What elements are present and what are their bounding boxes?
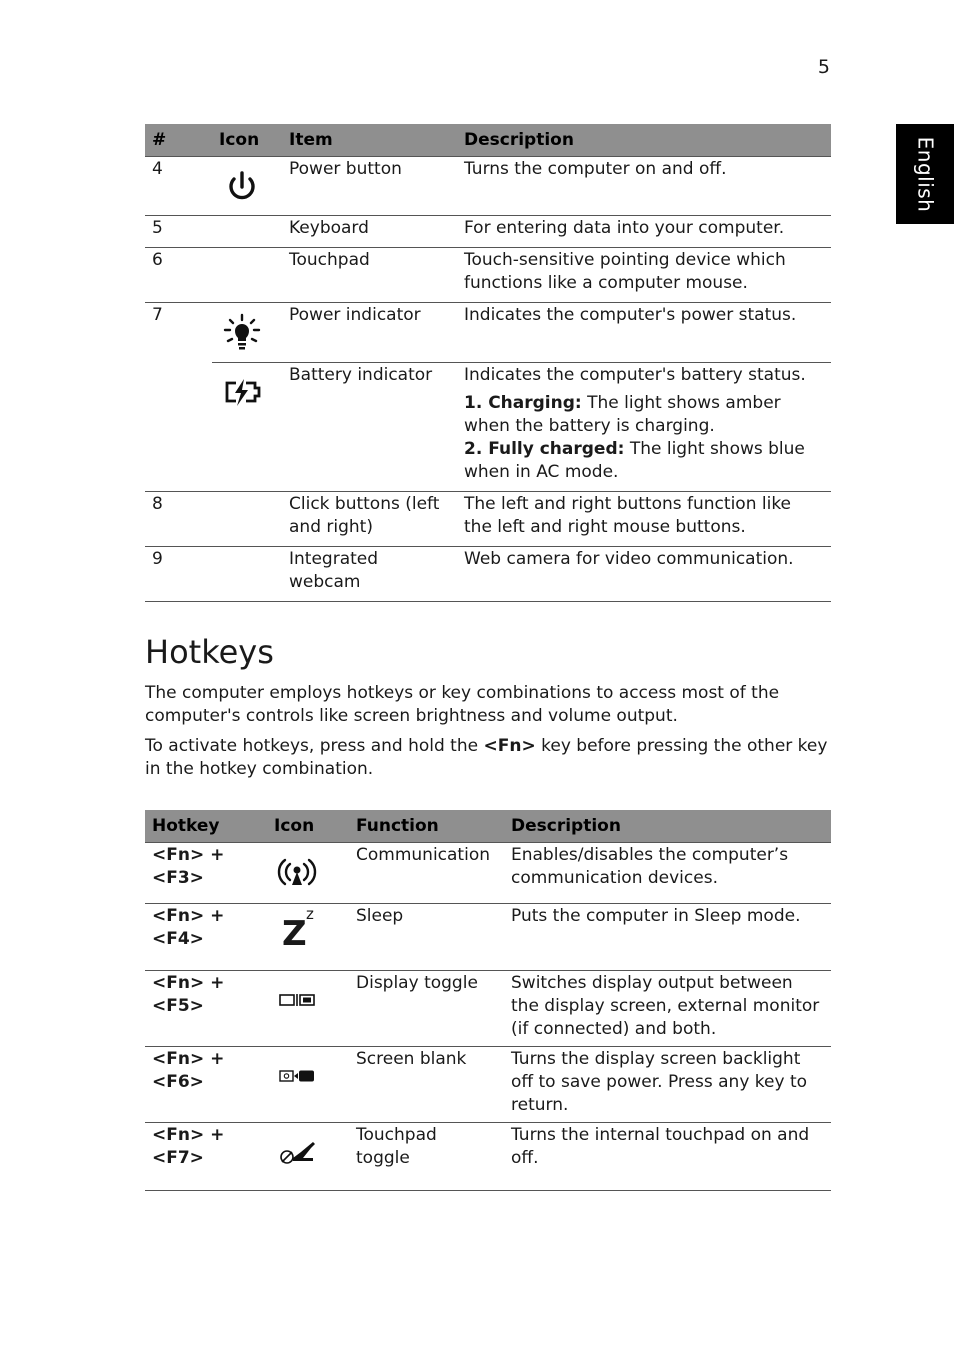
touchpad-toggle-icon [277,1140,317,1166]
page-number: 5 [817,56,830,78]
sleep-icon: Z z [282,905,314,954]
display-toggle-icon [277,992,317,1008]
battery-charging-icon [222,378,264,408]
intro-paragraph: The computer employs hotkeys or key combinations to access most of the computer's controls like screen brightness and volume output. [145,683,780,726]
table-row: <Fn> + <F7> Touchpad toggle Turns the internal touchpad on and off. [145,1123,831,1191]
components-table [145,124,831,602]
table-row: 4 Power button Turns the computer on and off. [145,157,831,216]
col-header: Hotkey [145,810,267,843]
table-header-row [145,124,831,157]
screen-blank-icon [277,1068,317,1084]
language-tab: English [896,124,954,224]
table-row: 8 Click buttons (left and right) The left and right buttons function like the left and right mouse buttons. [145,492,831,547]
table-row: 5 Keyboard For entering data into your computer. [145,216,831,248]
power-icon [222,167,262,207]
table-row: <Fn> + <F3> Communication Enables/disables the computer’s communication devices. [145,843,831,904]
table-row: <Fn> + <F5> Display toggle Switches display output between the display screen, external monitor (if connected) and both. [145,971,831,1047]
col-header: Description [457,124,831,157]
table-row: <Fn> + <F6> Screen blank Turns the display screen backlight off to save power. Press any key to return. [145,1047,831,1123]
components-table-wrap [145,124,831,602]
hotkeys-table-wrap [145,810,831,1191]
activate-paragraph: To activate hotkeys, press and hold the <Fn> key before pressing the other key in the hotkey combination. [145,736,828,779]
col-header: # [145,124,212,157]
table-row: 7 Power indicator Indicates the computer's power status. [145,303,831,363]
table-row: <Fn> + <F4> Z z Sleep Puts the computer in Sleep mode. [145,904,831,971]
col-header: Icon [212,124,282,157]
table-row: 6 Touchpad Touch-sensitive pointing device which functions like a computer mouse. [145,248,831,303]
wireless-communication-icon [277,856,317,888]
section-title: Hotkeys [145,633,274,671]
col-header: Icon [267,810,349,843]
table-row: Battery indicator Indicates the computer's battery status. 1. Charging: The light shows amber when the battery is charging. 2. Fully charged: The light shows blue when in AC mode. [145,363,831,492]
table-row: 9 Integrated webcam Web camera for video communication. [145,547,831,602]
col-header: Function [349,810,504,843]
hotkeys-table [145,810,831,1191]
col-header: Item [282,124,457,157]
col-header: Description [504,810,831,843]
table-header-row [145,810,831,843]
lightbulb-icon [222,313,262,353]
